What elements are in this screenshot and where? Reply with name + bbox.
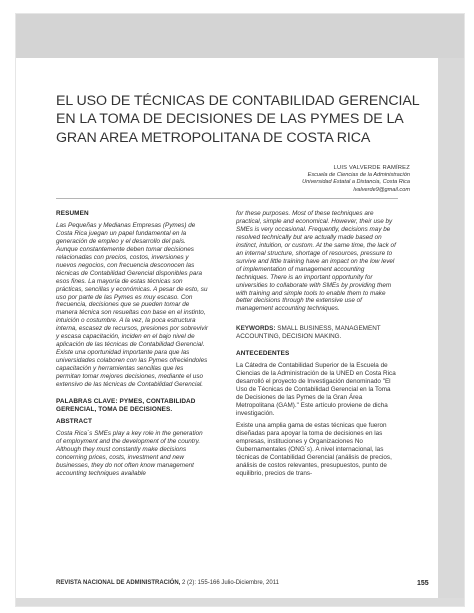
footer-citation [56,580,396,586]
paper-page [16,14,464,606]
title-line-3: GRAN AREA METROPOLITANA DE COSTA RICA [56,129,371,146]
journal-name: REVISTA NACIONAL DE ADMINISTRACIÓN, [56,580,181,586]
abstract-heading: ABSTRACT [56,417,92,425]
footer-band [16,598,464,606]
keywords-text: SMALL BUSINESS, MANAGEMENT ACCOUNTING, DECISION MAKING. [236,325,381,341]
section-divider [56,198,398,199]
header-band [16,14,464,58]
antecedentes-paragraph-2: Existe una amplia gama de estas técnicas que fueron diseñadas para apoyar la toma de decisiones en las empresas, instituciones y Organizaciones No Gubernamentales (ONG´s). A nivel internacional, las técnicas de Contabilidad Gerencial (análisis de precios, análisis de costos relevantes, presupuestos, punto de equilibrio, precios de trans- [236,421,392,477]
author-email[interactable]: lvalverde9@gmail.com [353,186,410,193]
article-title [56,92,420,147]
keywords [236,325,396,341]
title-line-2: EN LA TOMA DE DECISIONES DE LAS PYMES DE LA [56,111,404,128]
abstract-continued: for these purposes. Most of these techniques are practical, simple and economical. However, their use by SMEs is very occasional. Frequently, decisions may be resolved technically but are actually made based on instinct, intuition, or custom. At the same time, the lack of an internal structure, shortage of resources, pressure to survive and little training have an impact on the low level of implementation of management accounting techniques. There is an important opportunity for universities to collaborate with SMEs by providing them with training and simple tools to enable them to make better decisions through the extensive use of management accounting techniques. [236,210,396,313]
left-column [56,210,208,482]
journal-details: 2 (2): 155-166 Julio-Diciembre, 2011 [182,580,279,586]
page-number: 155 [417,580,429,587]
antecedentes-paragraph-1: La Cátedra de Contabilidad Superior de la Escuela de Ciencias de la Administración de la UNED en Costa Rica desarrolló el proyecto de Investigación denominado "El Uso de Técnicas de Contabilidad Gerencial en la Toma de Decisiones de las Pymes de la Gran Área Metropolitana (GAM)." Este artículo proviene de dicha investigación. [236,362,396,417]
author-block [302,165,410,194]
author-name: LUIS VALVERDE RAMÍREZ [333,165,410,171]
resumen-text: Las Pequeñas y Medianas Empresas (Pymes) de Costa Rica juegan un papel fundamental en la generación de empleo y el desarrollo del país. Aunque constantemente deben tomar decisiones relacionadas con precios, costos, inversiones y nuevos negocios, con frecuencia desconocen las técnicas de Contabilidad Gerencial disponibles para esos fines. La mayoría de estas técnicas son prácticas, sencillas y económicas. A pesar de esto, su uso por parte de las Pymes es muy escaso. Con frecuencia, decisiones que se pueden tomar de manera técnica son resueltas con base en el instinto, intuición o costumbre. A la vez, la poca estructura interna, escasez de recursos, presiones por sobrevivir y escasa capacitación, inciden en el bajo nivel de aplicación de las técnicas de Contabilidad Gerencial. Existe una oportunidad importante para que las universidades colaboren con las Pymes ofreciéndoles capacitación y herramientas sencillas que les permitan tomar mejores decisiones, mediante el uso extensivo de las técnicas de Contabilidad Gerencial. [56,221,208,389]
antecedentes-heading: ANTECEDENTES [236,350,290,358]
author-affiliation-2: Universidad Estatal a Distancia, Costa Rica [302,179,410,186]
right-column [236,210,396,482]
side-band [438,58,464,606]
title-line-1: EL USO DE TÉCNICAS DE CONTABILIDAD GERENCIAL [56,93,420,109]
palabras-clave: PALABRAS CLAVE: PYMES, CONTABILIDAD GERENCIAL, TOMA DE DECISIONES. [56,397,196,413]
author-affiliation-1: Escuela de Ciencias de la Administración [307,172,410,179]
keywords-label: KEYWORDS: [236,325,276,333]
abstract-text: Costa Rica´s SMEs play a key role in the generation of employment and the development of the country. Although they must constantly make decisions concerning prices, costs, investment and new businesses, they do not often know management accounting techniques available [56,429,203,477]
resumen-heading: RESUMEN [56,210,89,217]
